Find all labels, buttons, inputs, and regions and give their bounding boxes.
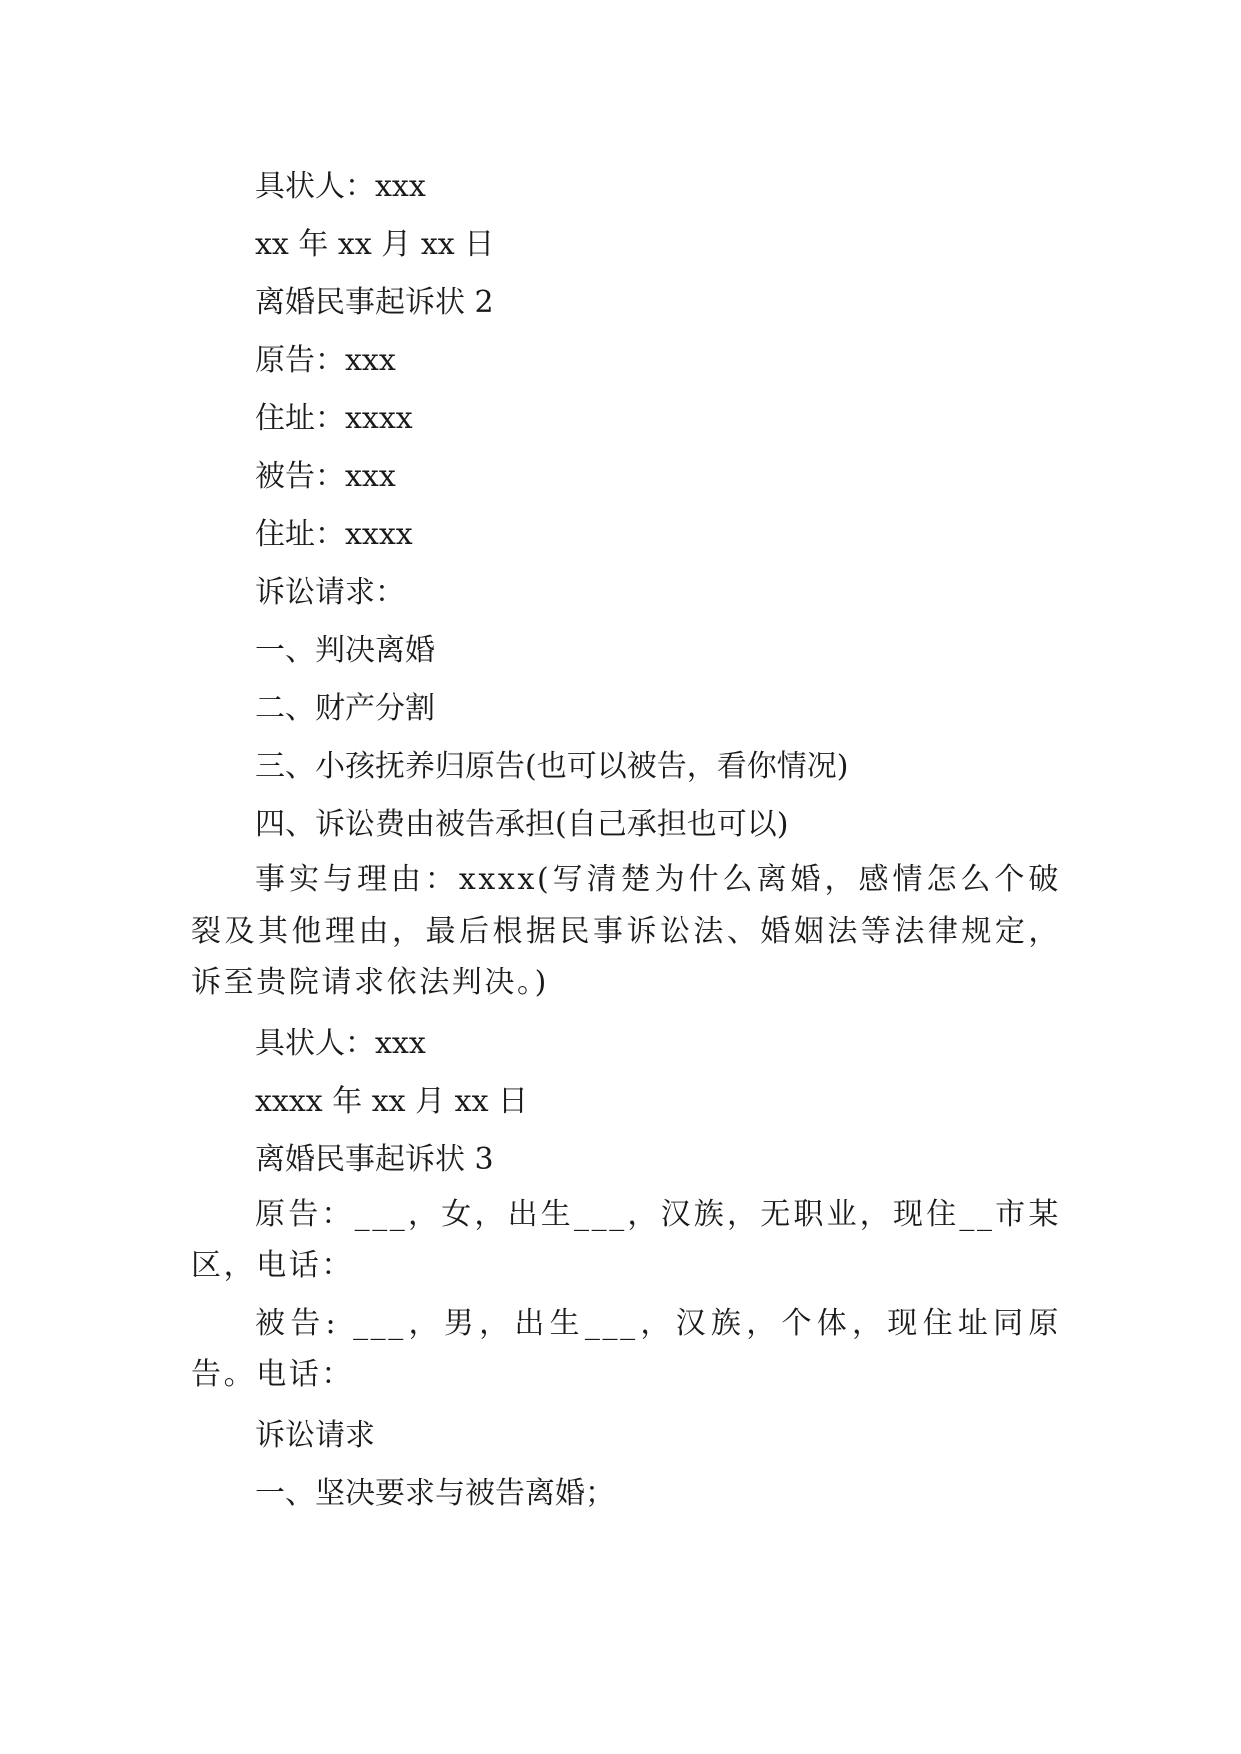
section-title: 离婚民事起诉状 3 — [255, 1141, 494, 1177]
claim-item: 二、财产分割 — [255, 691, 435, 726]
facts-paragraph: 事实与理由：xxxx(写清楚为什么离婚，感情怎么个破裂及其他理由，最后根据民事诉讼法、婚姻法等法律规定，诉至贵院请求依法判决。) — [191, 862, 1061, 1000]
date-line: xxxx 年 xx 月 xx 日 — [255, 1083, 529, 1119]
signatory-line: 具状人：xxx — [255, 1025, 426, 1061]
claim-item: 三、小孩抚养归原告(也可以被告，看你情况) — [255, 749, 849, 784]
plaintiff-line: 原告：xxx — [255, 343, 396, 378]
claims-heading: 诉讼请求： — [255, 575, 405, 610]
signatory-line: 具状人：xxx — [255, 169, 426, 204]
claim-item: 四、诉讼费由被告承担(自己承担也可以) — [255, 807, 789, 842]
date-line: xx 年 xx 月 xx 日 — [255, 227, 495, 262]
defendant-address-line: 住址：xxxx — [255, 517, 413, 552]
defendant-line: 被告：xxx — [255, 459, 396, 494]
defendant-paragraph: 被告: ___，男，出生___，汉族，个体，现住址同原告。电话： — [191, 1305, 1061, 1392]
claim-item: 一、坚决要求与被告离婚； — [255, 1475, 615, 1511]
section-title: 离婚民事起诉状 2 — [255, 285, 494, 320]
claims-heading: 诉讼请求 — [255, 1417, 375, 1453]
plaintiff-address-line: 住址：xxxx — [255, 401, 413, 436]
claim-item: 一、判决离婚 — [255, 633, 435, 668]
document-page — [191, 158, 1061, 1523]
plaintiff-paragraph: 原告：___，女，出生___，汉族，无职业，现住__市某区，电话： — [191, 1196, 1061, 1283]
